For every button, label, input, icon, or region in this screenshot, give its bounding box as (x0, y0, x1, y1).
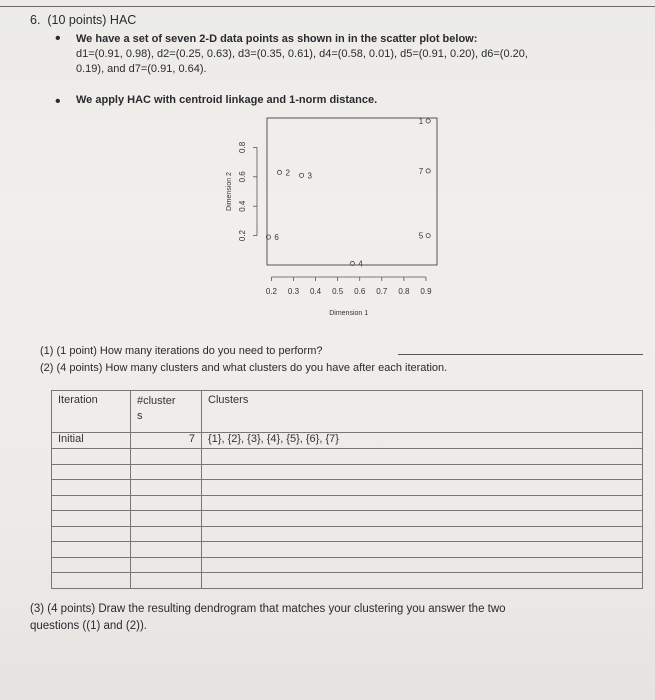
table-row[interactable] (52, 542, 643, 558)
x-tick-label: 0.3 (287, 287, 300, 296)
subquestion-1: (1) (1 point) How many iterations do you need to perform? (40, 345, 323, 357)
table-row[interactable] (52, 449, 643, 465)
data-point-marker (426, 234, 430, 238)
data-point-label: 3 (307, 171, 312, 181)
question-number: 6. (30, 13, 41, 27)
cell-count: 7 (131, 433, 202, 449)
table-row[interactable] (52, 511, 643, 527)
table-row (52, 433, 643, 449)
x-tick-label: 0.6 (354, 287, 366, 296)
y-axis-label: Dimension 2 (226, 172, 233, 211)
answer-blank-line (398, 354, 643, 355)
bullet-1-line-1: We have a set of seven 2-D data points as shown in in the scatter plot below: (76, 33, 478, 45)
table-row[interactable] (52, 557, 643, 573)
data-point-label: 4 (358, 259, 363, 269)
bullet-1-line-2: d1=(0.91, 0.98), d2=(0.25, 0.63), d3=(0.35, 0.61), d4=(0.58, 0.01), d5=(0.91, 0.20), d6=(0.20, (76, 48, 528, 60)
y-tick-label: 0.6 (238, 171, 247, 183)
bullet-dot-icon: • (55, 30, 61, 47)
data-point-label: 2 (285, 168, 290, 178)
header-clusters-count (131, 391, 202, 433)
scatter-plot (215, 110, 455, 325)
top-rule (0, 6, 655, 7)
x-tick-label: 0.8 (398, 287, 410, 296)
header-clusters-count-text: #cluster s (137, 395, 176, 422)
table-row[interactable] (52, 526, 643, 542)
y-tick-label: 0.2 (238, 230, 247, 242)
data-point-label: 6 (274, 233, 279, 243)
subquestion-3 (30, 601, 630, 635)
bullet-1-line-3: 0.19), and d7=(0.91, 0.64). (76, 63, 207, 75)
x-tick-label: 0.2 (265, 287, 277, 296)
data-point-label: 1 (418, 116, 424, 126)
data-point-marker (426, 119, 430, 123)
y-tick-label: 0.8 (238, 141, 247, 153)
subquestion-2: (2) (4 points) How many clusters and what clusters do you have after each iteration. (40, 362, 448, 374)
question-header (30, 13, 136, 27)
bullet-2-line-1: We apply HAC with centroid linkage and 1-norm distance. (76, 94, 378, 106)
data-point-marker (277, 170, 281, 174)
data-point-label: 7 (418, 166, 424, 176)
table-header-row (52, 391, 643, 433)
x-tick-label: 0.5 (332, 287, 344, 296)
data-point-marker (299, 173, 303, 177)
x-tick-label: 0.9 (420, 287, 432, 296)
header-clusters: Clusters (202, 391, 643, 433)
subquestion-3-line-1: (3) (4 points) Draw the resulting dendrogram that matches your clustering you answer the two (30, 603, 506, 615)
bullet-dot-icon: • (55, 93, 61, 110)
table-row[interactable] (52, 495, 643, 511)
table-row[interactable] (52, 464, 643, 480)
cell-iteration: Initial (52, 433, 131, 449)
question-points: (10 points) HAC (47, 13, 137, 27)
plot-frame (267, 118, 437, 265)
x-axis-label: Dimension 1 (329, 310, 369, 317)
header-iteration: Iteration (52, 391, 131, 433)
y-tick-label: 0.4 (238, 200, 247, 212)
data-point-label: 5 (418, 231, 424, 241)
table-row[interactable] (52, 480, 643, 496)
x-tick-label: 0.4 (310, 287, 322, 296)
bullet-1 (76, 32, 646, 77)
x-tick-label: 0.7 (376, 287, 388, 296)
data-point-marker (426, 169, 430, 173)
subquestion-3-line-2: questions ((1) and (2)). (30, 620, 147, 632)
cell-clusters: {1}, {2}, {3}, {4}, {5}, {6}, {7} (202, 433, 643, 449)
table-row[interactable] (52, 573, 643, 589)
iteration-table (51, 390, 643, 589)
